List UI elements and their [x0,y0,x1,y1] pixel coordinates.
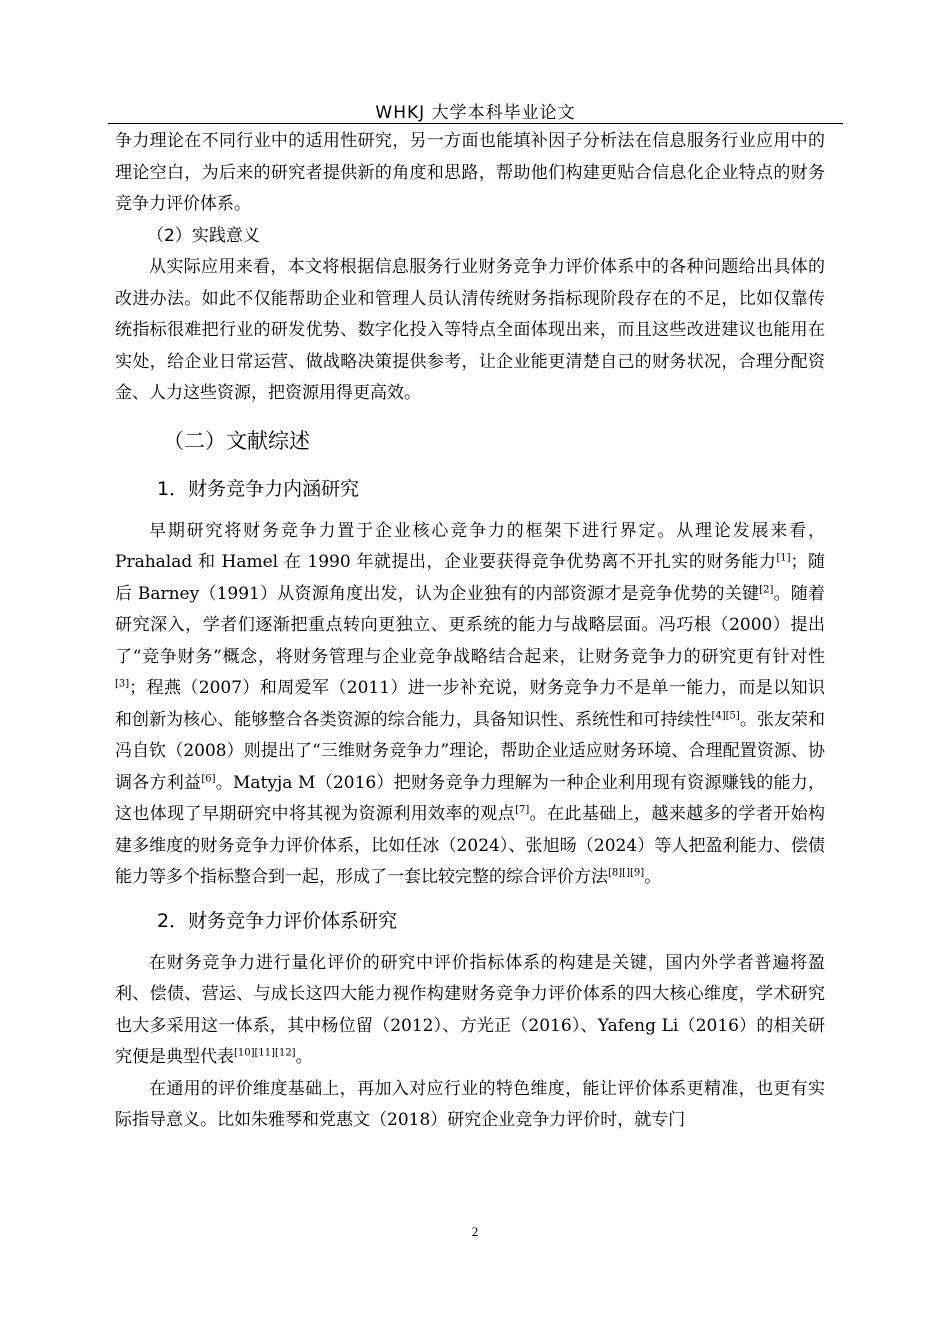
citation-ref: [6] [201,772,216,784]
text-run: 。张友荣和冯自钦（2008）则提出了“三维财务竞争力”理论，帮助企业适应财务环境、合理配置资源、协调各方利益 [115,709,826,793]
subsection-1-paragraph [115,516,825,894]
citation-ref: [7] [515,804,530,816]
text-run: ；随后 Barney（1991）从资源角度出发，认为企业独有的内部资源才是竞争优势的关键 [115,552,825,604]
header-divider [108,123,843,124]
subsection-2-paragraph-1 [115,948,825,1074]
subsection-1-heading: 1．财务竞争力内涵研究 [157,477,360,500]
citation-ref: [8][][9] [608,867,645,879]
citation-ref: [4][5] [711,709,740,721]
text-run: ；程燕（2007）和周爱军（2011）进一步补充说，财务竞争力不是单一能力，而是以知识和创新为核心、能够整合各类资源的综合能力，具备知识性、系统性和可持续性 [115,678,825,730]
continued-paragraph: 争力理论在不同行业中的适用性研究，另一方面也能填补因子分析法在信息服务行业应用中的理论空白，为后来的研究者提供新的角度和思路，帮助他们构建更贴合信息化企业特点的财务竞争力评价体系。 [115,131,825,214]
text-run: 。在此基础上，越来越多的学者开始构建多维度的财务竞争力评价体系，比如任冰（2024）、张旭旸（2024）等人把盈利能力、偿债能力等多个指标整合到一起，形成了一套比较完整的综合评价方法 [115,804,826,887]
literature-heading: （二）文献综述 [163,428,310,453]
page-body [115,126,825,1137]
citation-ref: [3] [115,678,130,690]
citation-ref: [10][11][12] [234,1047,296,1059]
text-run: 。 [295,1047,313,1067]
citation-ref: [2] [759,583,774,595]
text-run: 。Matyja M（2016）把财务竞争力理解为一种企业利用现有资源赚钱的能力，这也体现了早期研究中将其视为资源利用效率的观点 [115,772,826,824]
subsection-2-paragraph-2: 在通用的评价维度基础上，再加入对应行业的特色维度，能让评价体系更精准，也更有实际指导意义。比如朱雅琴和党惠文（2018）研究企业竞争力评价时，就专门 [115,1078,825,1130]
citation-ref: [1] [776,552,791,564]
subsection-2-heading: 2．财务竞争力评价体系研究 [157,909,398,932]
practice-heading: （2）实践意义 [147,225,260,246]
page-header: WHKJ 大学本科毕业论文 [375,103,576,123]
text-run: 早期研究将财务竞争力置于企业核心竞争力的框架下进行界定。从理论发展来看，Prahalad 和 Hamel 在 1990 年就提出，企业要获得竞争优势离不开扎实的财务能力 [115,520,825,572]
page-number: 2 [471,1224,479,1239]
text-run: 。随着研究深入，学者们逐渐把重点转向更独立、更系统的能力与战略层面。冯巧根（2000）提出了“竞争财务”概念，将财务管理与企业竞争战略结合起来，让财务竞争力的研究更有针对性 [115,583,825,667]
practice-paragraph: 从实际应用来看，本文将根据信息服务行业财务竞争力评价体系中的各种问题给出具体的改进办法。如此不仅能帮助企业和管理人员认清传统财务指标现阶段存在的不足，比如仅靠传统指标很难把行业的研发优势、数字化投入等特点全面体现出来，而且这些改进建议也能用在实处，给企业日常运营、做战略决策提供参考，让企业能更清楚自己的财务状况，合理分配资金、人力这些资源，把资源用得更高效。 [115,257,825,403]
text-run: 。 [644,867,662,887]
text-run: 在财务竞争力进行量化评价的研究中评价指标体系的构建是关键，国内外学者普遍将盈利、偿债、营运、与成长这四大能力视作构建财务竞争力评价体系的四大核心维度，学术研究也大多采用这一体系，其中杨位留（2012）、方光正（2016）、Yafeng Li（2016）的相关研究便是典型代表 [115,952,825,1067]
